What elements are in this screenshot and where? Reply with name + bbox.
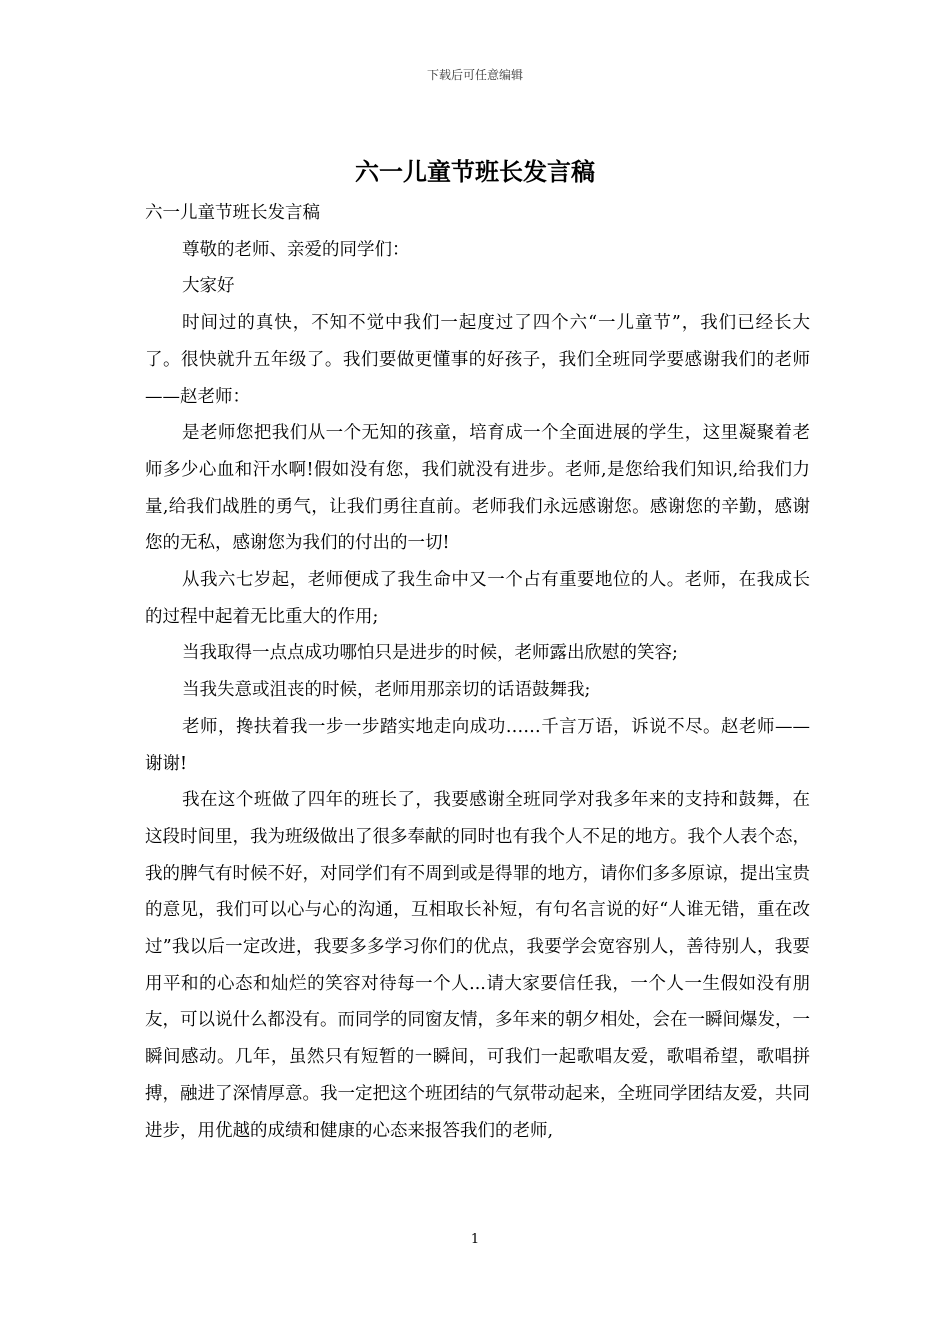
paragraph-salutation: 尊敬的老师、亲爱的同学们：: [182, 239, 410, 260]
page-number: 1: [470, 1232, 480, 1247]
paragraph-subtitle: 六一儿童节班长发言稿: [145, 203, 320, 223]
paragraph: 是老师您把我们从一个无知的孩童，培育成一个全面进展的学生，这里凝聚着老师多少心血和汗水啊!假如没有您，我们就没有进步。老师,是您给我们知识,给我们力量,给我们战胜的勇气，让我们勇往直前。老师我们永远感谢您。感谢您的辛勤，感谢您的无私，感谢您为我们的付出的一切!: [145, 423, 810, 554]
document-body: [145, 195, 810, 1149]
document-title: 六一儿童节班长发言稿: [355, 157, 595, 186]
paragraph: 当我失意或沮丧的时候，老师用那亲切的话语鼓舞我;: [182, 680, 591, 701]
paragraph: 时间过的真快，不知不觉中我们一起度过了四个六“一儿童节”，我们已经长大了。很快就升五年级了。我们要做更懂事的好孩子，我们全班同学要感谢我们的老师——赵老师：: [145, 313, 810, 407]
paragraph: 我在这个班做了四年的班长了，我要感谢全班同学对我多年来的支持和鼓舞，在这段时间里，我为班级做出了很多奉献的同时也有我个人不足的地方。我个人表个态，我的脾气有时候不好，对同学们有不周到或是得罪的地方，请你们多多原谅，提出宝贵的意见，我们可以心与心的沟通，互相取长补短，有句名言说的好“人谁无错，重在改过”我以后一定改进，我要多多学习你们的优点，我要学会宽容别人，善待别人，我要用平和的心态和灿烂的笑容对待每一个人...请大家要信任我，一个人一生假如没有朋友，可以说什么都没有。而同学的同窗友情，多年来的朝夕相处，会在一瞬间爆发，一瞬间感动。几年，虽然只有短暂的一瞬间，可我们一起歌唱友爱，歌唱希望，歌唱拼搏，融进了深情厚意。我一定把这个班团结的气氛带动起来，全班同学团结友爱，共同进步，用优越的成绩和健康的心态来报答我们的老师,: [145, 790, 810, 1141]
page-header-note: 下载后可任意编辑: [426, 68, 523, 82]
paragraph-greeting: 大家好: [182, 276, 235, 297]
paragraph: 老师，搀扶着我一步一步踏实地走向成功……千言万语，诉说不尽。赵老师——谢谢!: [145, 716, 810, 774]
paragraph: 从我六七岁起，老师便成了我生命中又一个占有重要地位的人。老师，在我成长的过程中起着无比重大的作用;: [145, 570, 810, 627]
paragraph: 当我取得一点点成功哪怕只是进步的时候，老师露出欣慰的笑容;: [182, 643, 678, 664]
